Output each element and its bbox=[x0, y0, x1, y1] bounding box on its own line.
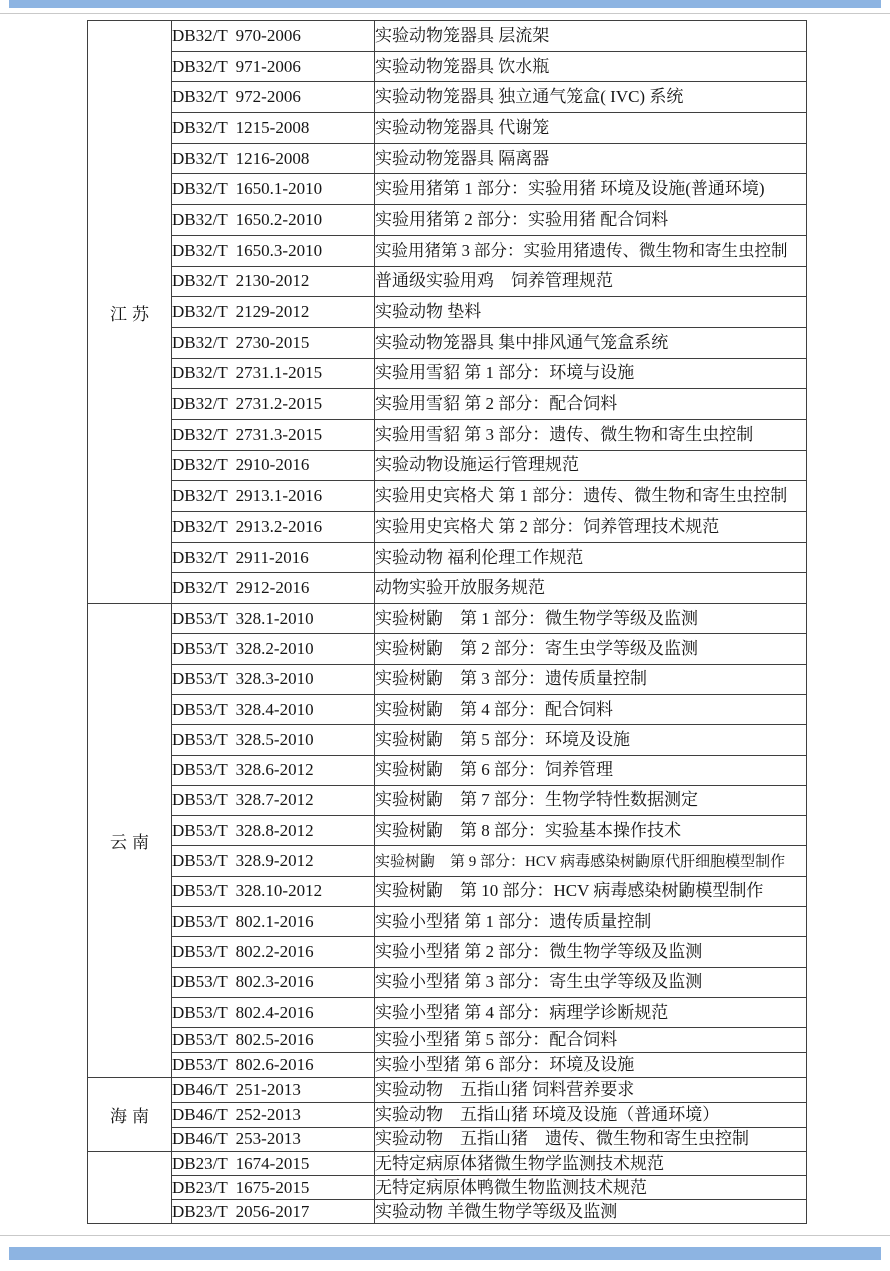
table-row bbox=[88, 573, 807, 604]
standard-title-cell bbox=[375, 725, 807, 755]
table-row bbox=[88, 876, 807, 906]
standard-code: DB32/T 2913.1-2016 bbox=[172, 486, 323, 506]
table-row bbox=[88, 512, 807, 543]
standard-code: DB32/T 1650.2-2010 bbox=[172, 209, 323, 229]
standard-title-cell bbox=[375, 389, 807, 420]
table-row bbox=[88, 1152, 807, 1176]
standard-title-cell bbox=[375, 512, 807, 543]
province-cell: 云南 bbox=[88, 604, 172, 1078]
standard-code-cell bbox=[172, 604, 375, 634]
table-row bbox=[88, 542, 807, 573]
standard-title: 实验动物笼器具 饮水瓶 bbox=[375, 56, 550, 76]
table-row bbox=[88, 327, 807, 358]
standard-code-cell bbox=[172, 389, 375, 420]
page-top-accent-bar bbox=[9, 0, 881, 8]
standard-title: 实验动物笼器具 独立通气笼盒( IVC) 系统 bbox=[375, 87, 684, 107]
standard-title: 实验用猪第 3 部分：实验用猪遗传、微生物和寄生虫控制 bbox=[375, 240, 788, 260]
table-row bbox=[88, 1028, 807, 1053]
standard-code-cell bbox=[172, 327, 375, 358]
table-row bbox=[88, 21, 807, 52]
standard-title: 实验用猪第 2 部分：实验用猪 配合饲料 bbox=[375, 209, 669, 229]
standard-title: 实验树鼩 第 6 部分：饲养管理 bbox=[375, 760, 613, 780]
table-row bbox=[88, 1078, 807, 1103]
standard-title: 实验树鼩 第 8 部分：实验基本操作技术 bbox=[375, 820, 681, 840]
standard-title: 无特定病原体猪微生物学监测技术规范 bbox=[375, 1153, 664, 1173]
standard-code-cell bbox=[172, 1078, 375, 1103]
standard-code-cell bbox=[172, 967, 375, 997]
standard-title: 实验动物设施运行管理规范 bbox=[375, 455, 579, 475]
table-row bbox=[88, 205, 807, 236]
standard-code: DB32/T 2731.3-2015 bbox=[172, 424, 323, 444]
table-row bbox=[88, 907, 807, 937]
standard-code-cell bbox=[172, 450, 375, 481]
standard-code: DB32/T 971-2006 bbox=[172, 56, 301, 76]
standard-code-cell bbox=[172, 725, 375, 755]
standard-title: 实验动物 五指山猪 饲料营养要求 bbox=[375, 1080, 635, 1100]
table-row bbox=[88, 997, 807, 1027]
standard-code: DB32/T 2911-2016 bbox=[172, 547, 309, 567]
standard-code-cell bbox=[172, 1176, 375, 1200]
standard-title-cell bbox=[375, 174, 807, 205]
standard-code-cell bbox=[172, 876, 375, 906]
standard-code: DB32/T 2912-2016 bbox=[172, 578, 310, 598]
standard-title: 动物实验开放服务规范 bbox=[375, 578, 545, 598]
standard-title-cell bbox=[375, 542, 807, 573]
standard-code-cell bbox=[172, 143, 375, 174]
standard-title-cell bbox=[375, 907, 807, 937]
table-row bbox=[88, 174, 807, 205]
page-bottom-accent-bar bbox=[9, 1247, 881, 1260]
standard-code: DB23/T 1674-2015 bbox=[172, 1153, 310, 1173]
standard-code: DB53/T 328.10-2012 bbox=[172, 881, 323, 901]
standard-code: DB53/T 328.6-2012 bbox=[172, 760, 314, 780]
table-row bbox=[88, 266, 807, 297]
standard-code: DB23/T 1675-2015 bbox=[172, 1177, 310, 1197]
standard-code-cell bbox=[172, 419, 375, 450]
standard-code: DB53/T 802.6-2016 bbox=[172, 1055, 314, 1075]
standard-title-cell bbox=[375, 113, 807, 144]
standard-title-cell bbox=[375, 235, 807, 266]
standard-title-cell bbox=[375, 51, 807, 82]
standard-title-cell bbox=[375, 82, 807, 113]
standard-code: DB32/T 1215-2008 bbox=[172, 117, 310, 137]
standard-title: 实验用猪第 1 部分：实验用猪 环境及设施(普通环境) bbox=[375, 179, 765, 199]
table-row bbox=[88, 143, 807, 174]
standard-code: DB53/T 802.2-2016 bbox=[172, 941, 314, 961]
standard-title-cell bbox=[375, 481, 807, 512]
standard-title: 实验树鼩 第 1 部分：微生物学等级及监测 bbox=[375, 608, 698, 628]
standard-code-cell bbox=[172, 1053, 375, 1078]
page-bottom-rule bbox=[0, 1235, 890, 1236]
standard-title: 实验树鼩 第 4 部分：配合饲料 bbox=[375, 699, 613, 719]
standard-code-cell bbox=[172, 113, 375, 144]
table-row bbox=[88, 1127, 807, 1152]
table-row bbox=[88, 967, 807, 997]
standard-code: DB46/T 251-2013 bbox=[172, 1080, 301, 1100]
table-row bbox=[88, 694, 807, 724]
standard-title: 实验小型猪 第 6 部分：环境及设施 bbox=[375, 1055, 635, 1075]
standard-title: 实验树鼩 第 2 部分：寄生虫学等级及监测 bbox=[375, 639, 698, 658]
standard-code: DB32/T 2731.2-2015 bbox=[172, 394, 323, 414]
table-row bbox=[88, 1176, 807, 1200]
standard-code: DB53/T 328.5-2010 bbox=[172, 729, 314, 749]
table-row bbox=[88, 816, 807, 846]
standard-title: 实验小型猪 第 1 部分：遗传质量控制 bbox=[375, 911, 652, 931]
standard-code-cell bbox=[172, 1028, 375, 1053]
standard-code: DB32/T 972-2006 bbox=[172, 87, 301, 107]
standard-title: 实验动物笼器具 层流架 bbox=[375, 25, 550, 45]
standard-code-cell bbox=[172, 755, 375, 785]
table-row bbox=[88, 481, 807, 512]
standard-title: 实验用雪貂 第 2 部分：配合饲料 bbox=[375, 394, 618, 414]
standard-title: 实验动物笼器具 集中排风通气笼盒系统 bbox=[375, 332, 669, 352]
table-row bbox=[88, 419, 807, 450]
standard-code-cell bbox=[172, 205, 375, 236]
standard-code: DB32/T 2730-2015 bbox=[172, 332, 310, 352]
standards-table-body bbox=[88, 21, 807, 1224]
table-row bbox=[88, 785, 807, 815]
standard-code-cell bbox=[172, 358, 375, 389]
standard-code: DB53/T 328.1-2010 bbox=[172, 608, 314, 628]
standard-title-cell bbox=[375, 21, 807, 52]
standard-code-cell bbox=[172, 1152, 375, 1176]
province-cell bbox=[88, 1152, 172, 1224]
standard-code: DB46/T 252-2013 bbox=[172, 1104, 301, 1124]
standard-title: 实验用雪貂 第 3 部分：遗传、微生物和寄生虫控制 bbox=[375, 424, 754, 444]
table-row bbox=[88, 113, 807, 144]
standard-title-cell bbox=[375, 205, 807, 236]
standard-code-cell bbox=[172, 51, 375, 82]
standard-code-cell bbox=[172, 907, 375, 937]
table-row bbox=[88, 82, 807, 113]
table-row bbox=[88, 235, 807, 266]
standard-title: 实验树鼩 第 10 部分：HCV 病毒感染树鼩模型制作 bbox=[375, 881, 764, 901]
standard-title: 实验小型猪 第 4 部分：病理学诊断规范 bbox=[375, 1002, 669, 1022]
standard-title: 实验树鼩 第 9 部分：HCV 病毒感染树鼩原代肝细胞模型制作 bbox=[375, 854, 786, 871]
standard-title-cell bbox=[375, 143, 807, 174]
standard-code-cell bbox=[172, 82, 375, 113]
standard-title-cell bbox=[375, 1152, 807, 1176]
standard-code-cell bbox=[172, 664, 375, 694]
standard-code: DB32/T 2913.2-2016 bbox=[172, 516, 323, 536]
standard-code-cell bbox=[172, 297, 375, 328]
standard-code-cell bbox=[172, 21, 375, 52]
standard-title: 实验用雪貂 第 1 部分：环境与设施 bbox=[375, 363, 635, 383]
standard-title-cell bbox=[375, 419, 807, 450]
standard-title: 实验小型猪 第 5 部分：配合饲料 bbox=[375, 1030, 618, 1050]
standard-code-cell bbox=[172, 846, 375, 876]
standard-title: 普通级实验用鸡 饲养管理规范 bbox=[375, 271, 613, 291]
standard-code-cell bbox=[172, 937, 375, 967]
standard-code: DB53/T 802.4-2016 bbox=[172, 1002, 314, 1022]
standard-code: DB32/T 2129-2012 bbox=[172, 302, 310, 322]
standard-title-cell bbox=[375, 358, 807, 389]
table-row bbox=[88, 846, 807, 876]
standard-code-cell bbox=[172, 266, 375, 297]
standard-title: 实验树鼩 第 3 部分：遗传质量控制 bbox=[375, 669, 647, 689]
standard-title: 实验树鼩 第 7 部分：生物学特性数据测定 bbox=[375, 790, 698, 810]
standard-title-cell bbox=[375, 634, 807, 664]
province-cell: 江苏 bbox=[88, 21, 172, 604]
standard-title-cell bbox=[375, 846, 807, 876]
standard-title-cell bbox=[375, 755, 807, 785]
standard-title-cell bbox=[375, 1200, 807, 1224]
standard-title: 实验动物 垫料 bbox=[375, 302, 482, 322]
standard-code: DB53/T 328.4-2010 bbox=[172, 699, 314, 719]
table-row bbox=[88, 937, 807, 967]
table-row bbox=[88, 297, 807, 328]
standard-code-cell bbox=[172, 1102, 375, 1127]
standard-code-cell bbox=[172, 481, 375, 512]
standard-title-cell bbox=[375, 573, 807, 604]
standard-code-cell bbox=[172, 542, 375, 573]
standard-title-cell bbox=[375, 327, 807, 358]
standard-title: 实验动物 羊微生物学等级及监测 bbox=[375, 1201, 618, 1221]
standard-title: 实验动物笼器具 代谢笼 bbox=[375, 117, 550, 137]
standard-title: 实验动物笼器具 隔离器 bbox=[375, 148, 550, 168]
standard-code: DB53/T 328.9-2012 bbox=[172, 851, 314, 871]
standard-code: DB53/T 802.5-2016 bbox=[172, 1030, 314, 1050]
standard-code: DB32/T 2130-2012 bbox=[172, 271, 310, 291]
standard-code: DB53/T 328.7-2012 bbox=[172, 790, 314, 810]
table-row bbox=[88, 725, 807, 755]
table-row bbox=[88, 450, 807, 481]
standard-title-cell bbox=[375, 604, 807, 634]
standard-code: DB32/T 1650.1-2010 bbox=[172, 179, 323, 199]
table-row bbox=[88, 1053, 807, 1078]
table-row bbox=[88, 664, 807, 694]
standard-title-cell bbox=[375, 297, 807, 328]
standard-code: DB23/T 2056-2017 bbox=[172, 1201, 310, 1221]
standard-code: DB32/T 1650.3-2010 bbox=[172, 240, 323, 260]
standard-code-cell bbox=[172, 816, 375, 846]
table-row bbox=[88, 1102, 807, 1127]
standard-title-cell bbox=[375, 967, 807, 997]
standard-code: DB53/T 328.3-2010 bbox=[172, 669, 314, 689]
page-top-rule bbox=[0, 13, 890, 14]
table-row bbox=[88, 389, 807, 420]
table-row bbox=[88, 358, 807, 389]
standard-code-cell bbox=[172, 1127, 375, 1152]
standard-code: DB32/T 2731.1-2015 bbox=[172, 363, 323, 383]
standard-title: 实验小型猪 第 2 部分：微生物学等级及监测 bbox=[375, 941, 703, 961]
table-row bbox=[88, 1200, 807, 1224]
standard-title: 实验用史宾格犬 第 1 部分：遗传、微生物和寄生虫控制 bbox=[375, 486, 788, 506]
standard-title: 实验动物 五指山猪 遗传、微生物和寄生虫控制 bbox=[375, 1129, 749, 1149]
standard-title-cell bbox=[375, 1053, 807, 1078]
standard-code-cell bbox=[172, 785, 375, 815]
standard-title-cell bbox=[375, 937, 807, 967]
standard-title-cell bbox=[375, 450, 807, 481]
standard-title-cell bbox=[375, 1176, 807, 1200]
standard-code-cell bbox=[172, 573, 375, 604]
province-cell: 海南 bbox=[88, 1078, 172, 1152]
standard-code: DB53/T 802.3-2016 bbox=[172, 972, 314, 992]
standards-table bbox=[87, 20, 807, 1224]
standard-title: 实验动物 五指山猪 环境及设施（普通环境） bbox=[375, 1104, 720, 1124]
standard-code-cell bbox=[172, 512, 375, 543]
standard-title: 实验树鼩 第 5 部分：环境及设施 bbox=[375, 729, 630, 749]
table-row bbox=[88, 51, 807, 82]
standard-title-cell bbox=[375, 266, 807, 297]
standard-code-cell bbox=[172, 997, 375, 1027]
standard-title: 无特定病原体鸭微生物监测技术规范 bbox=[375, 1177, 647, 1197]
standard-code-cell bbox=[172, 174, 375, 205]
table-row bbox=[88, 755, 807, 785]
standard-code: DB32/T 1216-2008 bbox=[172, 148, 310, 168]
standard-code: DB32/T 2910-2016 bbox=[172, 455, 310, 475]
standard-code: DB53/T 328.8-2012 bbox=[172, 820, 314, 840]
standard-code-cell bbox=[172, 634, 375, 664]
standard-title-cell bbox=[375, 785, 807, 815]
standard-title: 实验小型猪 第 3 部分：寄生虫学等级及监测 bbox=[375, 972, 703, 992]
standard-code: DB46/T 253-2013 bbox=[172, 1129, 301, 1149]
table-row bbox=[88, 634, 807, 664]
standard-title-cell bbox=[375, 1078, 807, 1103]
table-row bbox=[88, 604, 807, 634]
standard-title: 实验用史宾格犬 第 2 部分：饲养管理技术规范 bbox=[375, 516, 720, 536]
standard-title-cell bbox=[375, 664, 807, 694]
standard-title-cell bbox=[375, 816, 807, 846]
standard-title-cell bbox=[375, 876, 807, 906]
standard-title-cell bbox=[375, 1127, 807, 1152]
standard-code-cell bbox=[172, 235, 375, 266]
standard-code-cell bbox=[172, 1200, 375, 1224]
standard-title-cell bbox=[375, 1028, 807, 1053]
standard-title-cell bbox=[375, 1102, 807, 1127]
standard-title-cell bbox=[375, 694, 807, 724]
standard-title-cell bbox=[375, 997, 807, 1027]
standard-code-cell bbox=[172, 694, 375, 724]
standard-code: DB53/T 328.2-2010 bbox=[172, 639, 314, 658]
standard-title: 实验动物 福利伦理工作规范 bbox=[375, 547, 584, 567]
standard-code: DB32/T 970-2006 bbox=[172, 25, 301, 45]
standard-code: DB53/T 802.1-2016 bbox=[172, 911, 314, 931]
